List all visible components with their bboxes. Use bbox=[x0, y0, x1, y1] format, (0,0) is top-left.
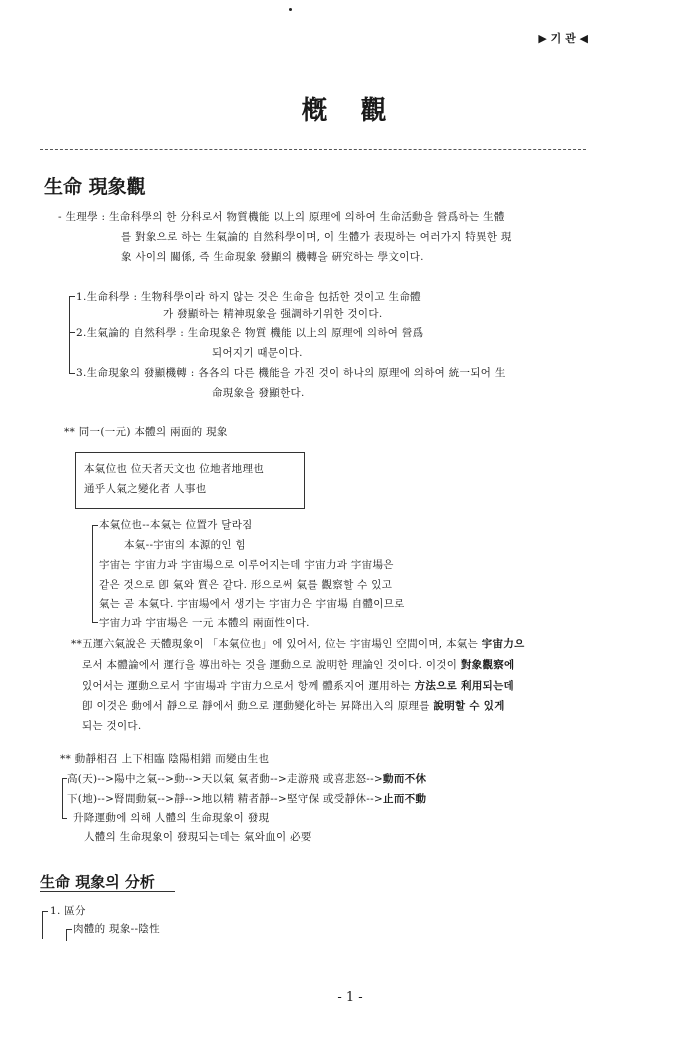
wuyun-line-3: 있어서는 運動으로서 宇宙場과 宇宙力으로서 항께 體系지어 運用하는 方法으로 利用되는데 bbox=[82, 680, 514, 692]
sub-bracket bbox=[66, 929, 67, 941]
item-3: 3.生命現象의 發顯機轉 : 各各의 다른 機能을 가진 것이 하나의 原理에 의하여 統一되어 生 bbox=[76, 367, 506, 379]
speck bbox=[289, 8, 292, 11]
analysis-item-1: 1. 區分 bbox=[50, 905, 86, 917]
definition-line-1: - 生理學 : 生命科學의 한 分科로서 物質機能 以上의 原理에 의하여 生命活動을 營爲하는 生體 bbox=[58, 211, 505, 223]
tree-line-3: 宇宙는 宇宙力과 宇宙場으로 이루어지는데 宇宙力과 宇宙場은 bbox=[99, 559, 394, 571]
high-line: 高(天)-->陽中之氣-->動-->天以氣 氣者動-->走游飛 或喜悲怒-->動而不休 bbox=[67, 773, 427, 785]
bracket-tick bbox=[62, 818, 67, 819]
item-2-cont: 되어지기 때문이다. bbox=[212, 347, 303, 359]
analysis-sub-1: 肉體的 現象--陰性 bbox=[73, 923, 160, 935]
analysis-bracket bbox=[42, 911, 43, 939]
tree-line-1: 本氣位也--本氣는 位置가 달라짐 bbox=[99, 519, 253, 531]
dongjeong-bracket bbox=[62, 778, 63, 818]
bracket-tick bbox=[92, 622, 98, 623]
need-line: 人體의 生命現象이 發現되는데는 氣와血이 必要 bbox=[84, 831, 312, 843]
same-one-heading: ** 同一(一元) 本體의 兩面的 現象 bbox=[64, 426, 228, 438]
wuyun-line-2: 로서 本體論에서 運行을 導出하는 것을 運動으로 說明한 理論인 것이다. 이것이 對象觀察에 bbox=[82, 659, 515, 671]
tree-line-5: 氣는 곧 本氣다. 宇宙場에서 생기는 宇宙力은 宇宙場 自體이므로 bbox=[99, 598, 405, 610]
bracket-tick bbox=[69, 296, 75, 297]
tree-bracket bbox=[92, 525, 93, 622]
wuyun-line-1: **五運六氣說은 天體現象이 「本氣位也」에 있어서, 位는 宇宙場인 空間이며, 本氣는 宇宙力으 bbox=[71, 638, 525, 650]
dashed-divider bbox=[40, 149, 586, 150]
tree-line-6: 宇宙力과 宇宙場은 一元 本體의 兩面性이다. bbox=[99, 617, 310, 629]
tree-line-2: 本氣--宇宙의 本源的인 힘 bbox=[124, 539, 246, 551]
bracket-tick bbox=[66, 929, 72, 930]
wuyun-line-5: 되는 것이다. bbox=[82, 720, 142, 732]
quote-line-2: 通乎人氣之變化者 人事也 bbox=[84, 483, 207, 495]
wuyun-line-4: 卽 이것은 動에서 靜으로 靜에서 動으로 運動變化하는 昇降出入의 原理를 說明할 수 있게 bbox=[82, 700, 505, 712]
bracket-tick bbox=[42, 911, 48, 912]
definition-line-2: 를 對象으로 하는 生氣論的 自然科學이며, 이 生體가 表現하는 여러가지 特異한 現 bbox=[121, 231, 512, 243]
page-title: 槪 觀 bbox=[301, 96, 399, 126]
item-3-cont: 命現象을 發顯한다. bbox=[212, 387, 305, 399]
page-number: - 1 - bbox=[337, 990, 363, 1005]
section-heading-life-phenomenon: 生命 現象觀 bbox=[44, 176, 146, 198]
heading-underline bbox=[40, 891, 175, 892]
item-bracket bbox=[69, 296, 70, 373]
bracket-tick bbox=[92, 525, 98, 526]
item-1: 1.生命科學 : 生物科學이라 하지 않는 것은 生命을 包括한 것이고 生命體 bbox=[76, 291, 421, 303]
rise-line: 升降運動에 의해 人體의 生命現象이 發現 bbox=[73, 812, 270, 824]
item-2: 2.生氣論的 自然科學 : 生命現象은 物質 機能 以上의 原理에 의하여 營爲 bbox=[76, 327, 424, 339]
definition-line-3: 象 사이의 關係, 즉 生命現象 發顯의 機轉을 硏究하는 學文이다. bbox=[121, 251, 424, 263]
low-line: 下(地)-->腎間動氣-->靜-->地以精 精者靜-->堅守保 或受靜休-->止而不動 bbox=[67, 793, 427, 805]
section-heading-analysis: 生命 現象의 分析 bbox=[40, 873, 155, 891]
bracket-tick bbox=[69, 373, 75, 374]
dongjeong-heading: ** 動靜相召 上下相臨 陰陽相錯 而變由生也 bbox=[60, 753, 270, 765]
item-1-cont: 가 發顯하는 精神現象을 强調하기위한 것이다. bbox=[163, 308, 383, 320]
bracket-tick bbox=[69, 332, 75, 333]
header-mark: ▶ 기 관 ◀ bbox=[538, 32, 588, 45]
tree-line-4: 같은 것으로 卽 氣와 質은 같다. 形으로써 氣를 觀察할 수 있고 bbox=[99, 579, 393, 591]
quote-line-1: 本氣位也 位天者天文也 位地者地理也 bbox=[84, 463, 265, 475]
